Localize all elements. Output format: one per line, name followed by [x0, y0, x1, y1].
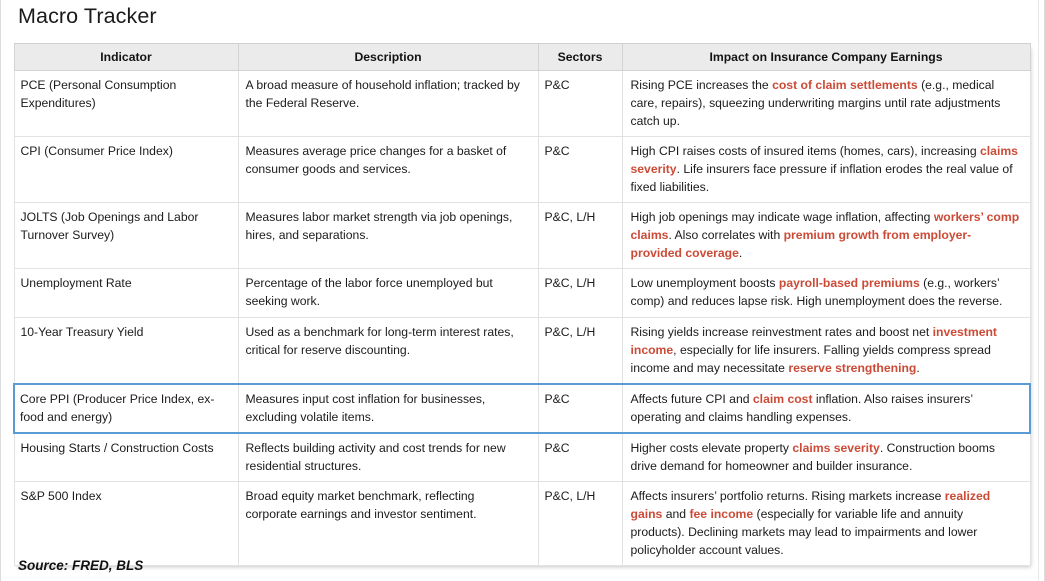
impact-highlight-text: claims severity [630, 144, 1018, 177]
cell-indicator[interactable]: JOLTS (Job Openings and Labor Turnover Survey) [14, 203, 238, 269]
table-row[interactable] [14, 481, 1030, 565]
impact-text: , especially for life insurers. Falling yields compress spread income and may necessitate [630, 342, 991, 375]
macro-tracker-table-wrapper [13, 43, 1029, 566]
impact-text: . Construction booms drive demand for homeowner and builder insurance. [630, 440, 995, 473]
impact-text: High CPI raises costs of insured items (homes, cars), increasing [630, 144, 980, 159]
cell-impact[interactable] [622, 433, 1030, 482]
cell-description[interactable]: Reflects building activity and cost trends for new residential structures. [238, 433, 538, 482]
cell-impact[interactable] [622, 203, 1030, 269]
impact-highlight-text: realized gains [630, 488, 991, 521]
cell-sectors[interactable]: P&C [538, 384, 622, 433]
cell-description[interactable]: Measures input cost inflation for businesses, excluding volatile items. [238, 384, 538, 433]
table-body [14, 71, 1030, 566]
cell-sectors[interactable]: P&C [538, 433, 622, 482]
column-header-indicator[interactable]: Indicator [14, 44, 238, 71]
table-row[interactable] [14, 433, 1030, 482]
impact-text: High job openings may indicate wage inflation, affecting [630, 210, 934, 225]
page-left-edge-rule [0, 0, 1, 581]
impact-text: and [662, 506, 690, 521]
impact-text: Affects insurers’ portfolio returns. Rising markets increase [630, 488, 945, 503]
cell-description[interactable]: Measures labor market strength via job openings, hires, and separations. [238, 203, 538, 269]
impact-text: . Life insurers face pressure if inflation erodes the real value of fixed liabilities. [630, 162, 1013, 195]
table-row[interactable] [14, 317, 1030, 384]
impact-text: . [738, 246, 743, 261]
cell-sectors[interactable]: P&C [538, 71, 622, 137]
impact-text: Higher costs elevate property [630, 440, 793, 455]
impact-text: inflation. Also raises insurers’ operating and claims handling expenses. [630, 391, 973, 424]
cell-impact[interactable] [622, 317, 1030, 384]
page-right-inner-rule [1038, 0, 1039, 581]
impact-text: (especially for variable life and annuity products). Declining markets may lead to impairments and lower policyholder account values. [630, 506, 978, 557]
impact-text: . [916, 360, 920, 375]
cell-impact[interactable] [622, 71, 1030, 137]
cell-sectors[interactable]: P&C, L/H [538, 203, 622, 269]
cell-impact[interactable] [622, 269, 1030, 317]
impact-text: (e.g., medical care, repairs), squeezing underwriting margins until rate adjustments catch up. [630, 78, 1001, 129]
impact-highlight-text: investment income [630, 324, 997, 357]
table-row[interactable] [14, 203, 1030, 269]
cell-impact[interactable] [622, 384, 1030, 433]
impact-highlight-text: workers’ comp claims [630, 210, 1020, 243]
impact-highlight-text: cost of claim settlements [772, 78, 918, 92]
cell-indicator[interactable]: Core PPI (Producer Price Index, ex-food and energy) [14, 384, 238, 433]
impact-text: (e.g., workers’ comp) and reduces lapse risk. High unemployment does the reverse. [630, 276, 1003, 309]
cell-description[interactable]: A broad measure of household inflation; tracked by the Federal Reserve. [238, 71, 538, 137]
cell-sectors[interactable]: P&C [538, 137, 622, 203]
cell-indicator[interactable]: S&P 500 Index [14, 481, 238, 565]
impact-text: Rising yields increase reinvestment rates and boost net [630, 324, 933, 339]
column-header-description[interactable]: Description [238, 44, 538, 71]
table-row[interactable] [14, 269, 1030, 317]
cell-sectors[interactable]: P&C, L/H [538, 317, 622, 384]
cell-description[interactable]: Measures average price changes for a basket of consumer goods and services. [238, 137, 538, 203]
column-header-sectors[interactable]: Sectors [538, 44, 622, 71]
impact-highlight-text: claim cost [752, 391, 813, 406]
cell-description[interactable]: Used as a benchmark for long-term interest rates, critical for reserve discounting. [238, 317, 538, 384]
impact-highlight-text: fee income [689, 506, 754, 521]
impact-text: Affects future CPI and [630, 391, 753, 406]
table-row[interactable] [14, 71, 1030, 137]
table-header-row [14, 44, 1030, 71]
impact-text: Low unemployment boosts [630, 276, 779, 291]
cell-indicator[interactable]: PCE (Personal Consumption Expenditures) [14, 71, 238, 137]
impact-text: . Also correlates with [668, 228, 784, 243]
table-row[interactable] [14, 384, 1030, 433]
cell-sectors[interactable]: P&C, L/H [538, 269, 622, 317]
macro-tracker-table [13, 43, 1031, 566]
cell-sectors[interactable]: P&C, L/H [538, 481, 622, 565]
cell-indicator[interactable]: Unemployment Rate [14, 269, 238, 317]
cell-indicator[interactable]: Housing Starts / Construction Costs [14, 433, 238, 482]
source-note: Source: FRED, BLS [18, 558, 144, 573]
impact-highlight-text: payroll-based premiums [778, 276, 920, 291]
impact-highlight-text: claims severity [792, 440, 880, 455]
table-row[interactable] [14, 137, 1030, 203]
page-title: Macro Tracker [18, 4, 157, 28]
cell-description[interactable]: Percentage of the labor force unemployed but seeking work. [238, 269, 538, 317]
cell-description[interactable]: Broad equity market benchmark, reflecting corporate earnings and investor sentiment. [238, 481, 538, 565]
cell-indicator[interactable]: CPI (Consumer Price Index) [14, 137, 238, 203]
cell-indicator[interactable]: 10-Year Treasury Yield [14, 317, 238, 384]
cell-impact[interactable] [622, 137, 1030, 203]
impact-highlight-text: premium growth from employer-provided coverage [630, 228, 972, 261]
table-header [14, 44, 1030, 71]
column-header-impact[interactable]: Impact on Insurance Company Earnings [622, 44, 1030, 71]
cell-impact[interactable] [622, 481, 1030, 565]
impact-text: Rising PCE increases the [630, 78, 773, 92]
impact-highlight-text: reserve strengthening [788, 360, 917, 375]
